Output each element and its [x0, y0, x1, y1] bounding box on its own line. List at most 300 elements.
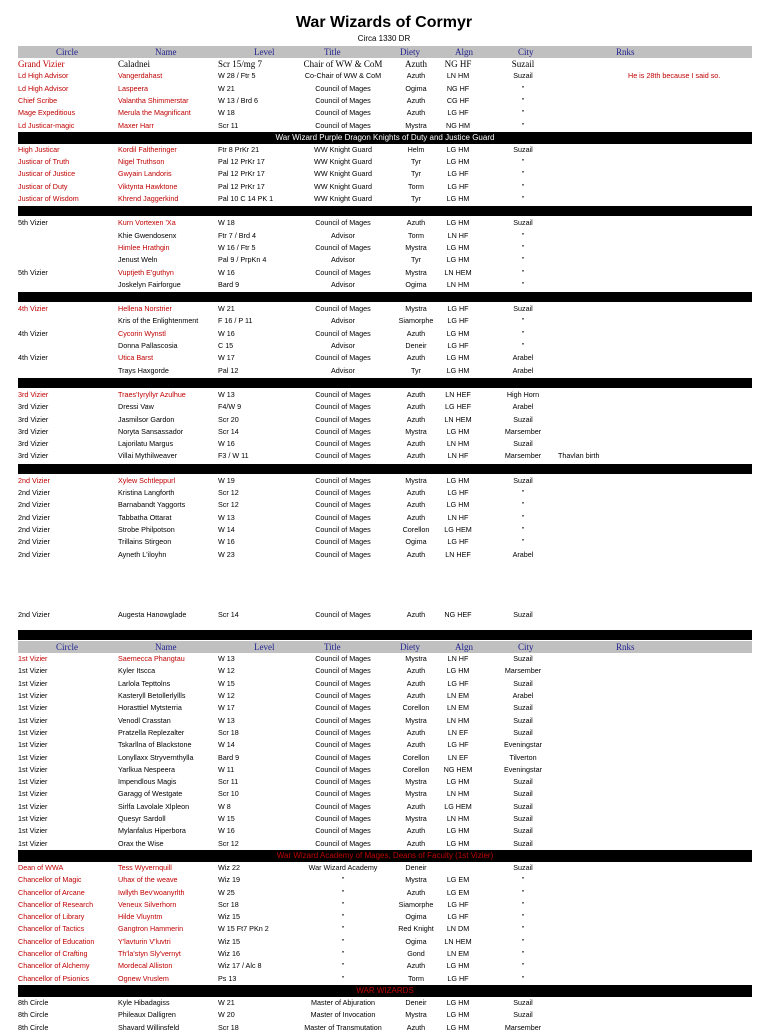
cell-city: ": [521, 887, 525, 897]
cell-title: ": [341, 899, 345, 909]
cell-name: Gwyain Landoris: [118, 169, 172, 179]
table-row: [18, 801, 758, 813]
table-row: [18, 107, 758, 119]
cell-level: Scr 12: [218, 500, 239, 510]
cell-name: Quesyr Sardoll: [118, 814, 166, 823]
cell-algn: LN HF: [447, 512, 469, 522]
cell-title: Master of Invocation: [310, 1010, 376, 1020]
table-row: [18, 727, 758, 739]
cell-name: Yarlkua Nespeera: [118, 764, 175, 774]
cell-title: Council of Mages: [315, 740, 371, 750]
table-row: [18, 960, 758, 972]
cell-circle: 8th Circle: [18, 997, 49, 1007]
cell-algn: LG HF: [447, 537, 469, 547]
cell-circle: 1st Vizier: [18, 838, 48, 848]
column-header-circle: Circle: [56, 642, 78, 653]
cell-city: Arabel: [512, 691, 534, 700]
cell-diety: Azuth: [406, 95, 426, 105]
cell-diety: Helm: [407, 144, 425, 154]
cell-algn: LG HF: [447, 304, 469, 314]
cell-title: WW Knight Guard: [314, 144, 372, 154]
table-row: [18, 230, 758, 242]
cell-circle: Chancellor of Tactics: [18, 924, 85, 934]
cell-circle: 4th Vizier: [18, 304, 48, 314]
cell-circle: Chancellor of Arcane: [18, 887, 85, 897]
column-header-rnks: Rnks: [616, 642, 635, 653]
table-row: [18, 414, 758, 426]
cell-city: Marsember: [504, 666, 542, 676]
cell-city: ": [521, 341, 525, 350]
section-divider: [18, 206, 752, 216]
cell-algn: LN HEM: [444, 267, 472, 277]
table-row: [18, 58, 758, 70]
cell-city: ": [521, 83, 525, 93]
cell-diety: Azuth: [406, 666, 426, 676]
cell-city: ": [521, 899, 525, 909]
cell-name: Lajorilatu Margus: [118, 439, 174, 449]
cell-circle: Ld High Advisor: [18, 83, 69, 93]
cell-circle: Justicar of Wisdom: [18, 194, 79, 203]
cell-city: Suzail: [513, 789, 533, 799]
cell-diety: Tyr: [411, 255, 421, 265]
cell-algn: LN HM: [446, 439, 470, 449]
cell-circle: Grand Vizier: [18, 59, 65, 69]
table-row: [18, 242, 758, 254]
cell-diety: Deneir: [405, 341, 427, 350]
cell-title: Council of Mages: [315, 752, 371, 762]
cell-title: Advisor: [331, 255, 355, 265]
cell-title: Council of Mages: [315, 826, 371, 836]
cell-circle: 2nd Vizier: [18, 488, 50, 497]
cell-algn: LN EM: [447, 949, 469, 958]
cell-algn: LG HM: [446, 157, 470, 167]
table-row: [18, 813, 758, 825]
table-row: [18, 936, 758, 948]
cell-level: Bard 9: [218, 279, 240, 289]
cell-city: ": [521, 912, 525, 922]
table-row: [18, 156, 758, 168]
cell-diety: Mystra: [405, 814, 427, 823]
cell-algn: LG HM: [446, 777, 470, 787]
cell-level: W 28 / Ftr 5: [218, 71, 256, 81]
cell-title: Council of Mages: [315, 838, 371, 848]
cell-city: Suzail: [513, 838, 533, 848]
table-row: [18, 715, 758, 727]
cell-algn: LN HF: [447, 230, 469, 240]
cell-algn: LN DM: [446, 924, 470, 934]
cell-circle: 3rd Vizier: [18, 439, 49, 449]
cell-level: W 23: [218, 549, 235, 559]
cell-title: Council of Mages: [315, 402, 371, 412]
cell-city: Suzail: [513, 609, 533, 619]
cell-level: W 17: [218, 703, 235, 713]
column-header-diety: Diety: [400, 47, 420, 57]
cell-name: Tess Wyvernquill: [118, 862, 172, 872]
table-row: [18, 838, 758, 850]
cell-circle: 4th Vizier: [18, 353, 48, 363]
cell-diety: Torm: [408, 230, 424, 240]
cell-diety: Mystra: [405, 654, 427, 664]
cell-name: Himlee Hrathgin: [118, 242, 170, 252]
cell-diety: Azuth: [406, 1022, 426, 1032]
cell-rnks: He is 28th because I said so.: [628, 71, 721, 81]
cell-name: Nigel Truthson: [118, 157, 165, 167]
cell-algn: LG HF: [447, 181, 469, 191]
cell-city: Suzail: [513, 475, 533, 485]
cell-circle: Ld Justicar-magic: [18, 120, 75, 130]
cell-level: W 12: [218, 691, 235, 700]
cell-title: ": [341, 973, 345, 983]
cell-level: W 15 Ft7 PKn 2: [218, 924, 269, 934]
table-row: [18, 120, 758, 132]
cell-title: Council of Mages: [315, 500, 371, 510]
cell-algn: LG HEM: [444, 524, 472, 534]
cell-circle: 1st Vizier: [18, 715, 48, 725]
cell-level: W 16: [218, 439, 235, 449]
cell-name: Kyle Hibadagiss: [118, 997, 170, 1007]
cell-algn: LG HF: [447, 169, 469, 179]
cell-city: Suzail: [513, 1010, 533, 1020]
cell-title: Council of Mages: [315, 83, 371, 93]
cell-name: Laspeera: [118, 83, 148, 93]
table-row: [18, 144, 758, 156]
section-banner: War Wizard Purple Dragon Knights of Duty and Justice Guard: [18, 132, 752, 144]
cell-diety: Ogima: [405, 936, 427, 946]
cell-algn: LG HM: [446, 826, 470, 836]
cell-name: Garagg of Westgate: [118, 789, 183, 799]
table-row: [18, 899, 758, 911]
table-row: [18, 887, 758, 899]
cell-circle: 3rd Vizier: [18, 402, 49, 412]
cell-circle: 2nd Vizier: [18, 500, 50, 510]
cell-title: War Wizard Academy: [308, 862, 378, 872]
cell-title: Council of Mages: [315, 108, 371, 118]
column-header-level: Level: [254, 47, 275, 57]
cell-diety: Azuth: [406, 414, 426, 424]
cell-city: High Horn: [506, 389, 540, 399]
cell-name: Donna Pallascosia: [118, 341, 178, 350]
cell-algn: LG HM: [446, 144, 470, 154]
cell-name: Augesta Hanowglade: [118, 609, 187, 619]
cell-diety: Azuth: [406, 218, 426, 228]
cell-name: Mylanfalus Hiperbora: [118, 826, 186, 836]
table-row: [18, 825, 758, 837]
cell-title: Council of Mages: [315, 95, 371, 105]
cell-name: Ognew Vruslem: [118, 973, 169, 983]
cell-title: Council of Mages: [315, 218, 371, 228]
column-header-city: City: [518, 47, 534, 57]
cell-name: Maxer Harr: [118, 120, 154, 130]
cell-level: W 19: [218, 475, 235, 485]
cell-city: Suzail: [513, 715, 533, 725]
table-row: [18, 702, 758, 714]
cell-title: Council of Mages: [315, 389, 371, 399]
cell-algn: LN EM: [447, 703, 469, 713]
cell-diety: Corellon: [402, 764, 430, 774]
cell-level: Scr 18: [218, 899, 239, 909]
cell-level: Scr 18: [218, 727, 239, 737]
cell-city: Suzail: [513, 826, 533, 836]
cell-city: ": [521, 108, 525, 118]
cell-level: W 18: [218, 108, 235, 118]
table-row: [18, 267, 758, 279]
cell-circle: Chief Scribe: [18, 95, 58, 105]
cell-level: Wiz 15: [218, 912, 240, 922]
table-row: [18, 948, 758, 960]
column-header-city: City: [518, 642, 534, 653]
table-row: [18, 862, 758, 874]
cell-name: Tskarllna of Blackstone: [118, 740, 192, 750]
cell-name: Saemecca Phangtau: [118, 654, 185, 664]
cell-name: Viktynta Hawktone: [118, 181, 178, 191]
cell-title: Council of Mages: [315, 304, 371, 314]
cell-level: W 25: [218, 887, 235, 897]
cell-diety: Mystra: [405, 875, 427, 885]
cell-name: Kris of the Enlightenment: [118, 316, 199, 326]
cell-algn: LG HF: [447, 912, 469, 922]
cell-title: Advisor: [331, 341, 355, 350]
cell-city: ": [521, 949, 525, 958]
cell-title: Council of Mages: [315, 678, 371, 688]
cell-title: Co-Chair of WW & CoM: [304, 71, 382, 81]
cell-algn: LG HF: [447, 316, 469, 326]
column-header-row: [18, 46, 752, 58]
cell-circle: 3rd Vizier: [18, 426, 49, 436]
cell-circle: 1st Vizier: [18, 764, 48, 774]
cell-title: Council of Mages: [315, 524, 371, 534]
cell-city: ": [521, 524, 525, 534]
cell-title: Council of Mages: [315, 609, 371, 619]
cell-title: ": [341, 961, 345, 971]
section-divider: [18, 630, 752, 640]
table-row: [18, 352, 758, 364]
cell-diety: Ogima: [405, 912, 427, 922]
table-row: [18, 168, 758, 180]
cell-diety: Tyr: [411, 194, 421, 203]
table-row: [18, 1009, 758, 1021]
cell-city: Arabel: [512, 365, 534, 375]
cell-title: Advisor: [331, 230, 355, 240]
table-row: [18, 653, 758, 665]
column-header-algn: Algn: [455, 47, 473, 57]
cell-title: Council of Mages: [315, 512, 371, 522]
cell-diety: Mystra: [405, 426, 427, 436]
table-row: [18, 752, 758, 764]
table-row: [18, 83, 758, 95]
table-row: [18, 340, 758, 352]
section-banner: War Wizard Academy of Mages, Deans of Faculty (1st Vizier): [18, 850, 752, 862]
cell-circle: 5th Vizier: [18, 267, 48, 277]
cell-level: W 13: [218, 389, 235, 399]
cell-algn: LN HF: [447, 451, 469, 461]
cell-circle: 1st Vizier: [18, 703, 48, 713]
cell-name: Utica Barst: [118, 353, 154, 363]
cell-name: Hellena Norstrier: [118, 304, 172, 314]
cell-title: Council of Mages: [315, 666, 371, 676]
cell-diety: Corellon: [402, 703, 430, 713]
cell-algn: LG HM: [446, 838, 470, 848]
cell-diety: Tyr: [411, 157, 421, 167]
cell-diety: Azuth: [406, 353, 426, 363]
cell-title: Advisor: [331, 365, 355, 375]
cell-city: Arabel: [512, 549, 534, 559]
column-header-circle: Circle: [56, 47, 78, 57]
cell-city: ": [521, 316, 525, 326]
cell-name: Mordecal Alliston: [118, 961, 173, 971]
cell-city: ": [521, 328, 525, 338]
table-row: [18, 874, 758, 886]
cell-diety: Ogima: [405, 537, 427, 547]
table-row: [18, 609, 758, 621]
column-header-name: Name: [155, 642, 177, 653]
cell-level: W 13: [218, 654, 235, 664]
cell-city: ": [521, 512, 525, 522]
cell-title: Council of Mages: [315, 703, 371, 713]
cell-name: Trays Haxgorde: [118, 365, 169, 375]
cell-level: W 14: [218, 740, 235, 750]
cell-level: W 15: [218, 814, 235, 823]
cell-title: Council of Mages: [315, 777, 371, 787]
cell-algn: LG HEF: [445, 402, 471, 412]
cell-name: Kurn Vortexen 'Xa: [118, 218, 176, 228]
table-row: [18, 665, 758, 677]
cell-city: ": [521, 279, 525, 289]
cell-algn: LG HM: [446, 255, 470, 265]
column-header-diety: Diety: [400, 642, 420, 653]
cell-algn: LG HM: [446, 328, 470, 338]
cell-title: Master of Abjuration: [311, 997, 375, 1007]
cell-level: Pal 12: [218, 365, 239, 375]
cell-city: ": [521, 924, 525, 934]
cell-city: ": [521, 242, 525, 252]
cell-title: WW Knight Guard: [314, 181, 372, 191]
cell-diety: Mystra: [405, 777, 427, 787]
cell-algn: LG HF: [447, 108, 469, 118]
cell-algn: LN EM: [447, 691, 469, 700]
table-row: [18, 389, 758, 401]
cell-city: ": [521, 181, 525, 191]
cell-city: Suzail: [513, 862, 533, 872]
cell-circle: 1st Vizier: [18, 654, 48, 664]
table-row: [18, 315, 758, 327]
cell-title: WW Knight Guard: [314, 194, 372, 203]
cell-diety: Corellon: [402, 524, 430, 534]
cell-level: W 21: [218, 997, 235, 1007]
cell-circle: 2nd Vizier: [18, 512, 50, 522]
cell-title: ": [341, 875, 345, 885]
column-header-title: Title: [324, 47, 341, 57]
cell-algn: LG HM: [446, 997, 470, 1007]
table-row: [18, 524, 758, 536]
cell-title: Council of Mages: [315, 727, 371, 737]
cell-algn: LG HM: [446, 365, 470, 375]
cell-diety: Azuth: [406, 727, 426, 737]
cell-title: Council of Mages: [315, 654, 371, 664]
cell-algn: LG HM: [446, 218, 470, 228]
cell-city: Suzail: [513, 218, 533, 228]
cell-algn: LG HM: [446, 194, 470, 203]
cell-level: Pal 12 PrKr 17: [218, 169, 265, 179]
cell-level: Scr 15/mg 7: [218, 59, 262, 69]
cell-level: W 21: [218, 83, 235, 93]
cell-name: Vuptjeth E'guthyn: [118, 267, 174, 277]
table-row: [18, 536, 758, 548]
table-row: [18, 973, 758, 985]
cell-name: Trillains Stirgeon: [118, 537, 172, 547]
cell-name: Larlola Tepttolns: [118, 678, 171, 688]
cell-name: Th'la'styn Sly'vernyt: [118, 949, 181, 958]
cell-title: Council of Mages: [315, 451, 371, 461]
cell-level: Wiz 15: [218, 936, 240, 946]
cell-level: Scr 14: [218, 609, 239, 619]
cell-level: W 16 / Ftr 5: [218, 242, 256, 252]
cell-diety: Azuth: [406, 549, 426, 559]
cell-name: Valantha Shimmerstar: [118, 95, 189, 105]
cell-level: Scr 12: [218, 488, 239, 497]
cell-level: W 14: [218, 524, 235, 534]
column-header-rnks: Rnks: [616, 47, 635, 57]
cell-algn: LN HM: [446, 715, 470, 725]
cell-level: Pal 9 / PrpKn 4: [218, 255, 267, 265]
cell-city: ": [521, 230, 525, 240]
cell-diety: Ogima: [405, 83, 427, 93]
cell-city: Marsember: [504, 451, 542, 461]
table-row: [18, 764, 758, 776]
cell-title: Chair of WW & CoM: [303, 59, 383, 69]
cell-level: Pal 12 PrKr 17: [218, 181, 265, 191]
cell-circle: 4th Vizier: [18, 328, 48, 338]
cell-city: Suzail: [513, 71, 533, 81]
cell-name: Kristina Langforth: [118, 488, 175, 497]
cell-circle: Justicar of Justice: [18, 169, 76, 179]
cell-city: Suzail: [511, 59, 535, 69]
cell-diety: Mystra: [405, 120, 427, 130]
cell-title: WW Knight Guard: [314, 169, 372, 179]
cell-name: Jenust Weln: [118, 255, 158, 265]
cell-diety: Deneir: [405, 997, 427, 1007]
cell-circle: Chancellor of Magic: [18, 875, 82, 885]
cell-city: Suzail: [513, 777, 533, 787]
cell-level: F4/W 9: [218, 402, 242, 412]
table-row: [18, 438, 758, 450]
cell-level: Pal 10 C 14 PK 1: [218, 194, 274, 203]
cell-algn: NG HF: [446, 83, 470, 93]
cell-diety: Mystra: [405, 715, 427, 725]
cell-algn: LG HM: [446, 1022, 470, 1032]
cell-title: Council of Mages: [315, 242, 371, 252]
table-row: [18, 181, 758, 193]
cell-name: Khrend Jaggerkind: [118, 194, 179, 203]
cell-city: Suzail: [513, 703, 533, 713]
cell-circle: 3rd Vizier: [18, 389, 49, 399]
cell-level: W 16: [218, 267, 235, 277]
cell-name: Khie Gwendosenx: [118, 230, 177, 240]
cell-title: WW Knight Guard: [314, 157, 372, 167]
cell-algn: LG HF: [447, 740, 469, 750]
cell-diety: Azuth: [405, 59, 427, 69]
cell-name: Kasteryll Betollerlyllls: [118, 691, 186, 700]
cell-city: Suzail: [513, 304, 533, 314]
cell-algn: LG HF: [447, 899, 469, 909]
cell-diety: Ogima: [405, 279, 427, 289]
cell-circle: 1st Vizier: [18, 691, 48, 700]
cell-circle: Chancellor of Crafting: [18, 949, 88, 958]
cell-level: Scr 11: [218, 120, 239, 130]
cell-title: ": [341, 936, 345, 946]
column-header-name: Name: [155, 47, 177, 57]
cell-city: ": [521, 936, 525, 946]
cell-name: Gangtron Hammerin: [118, 924, 184, 934]
